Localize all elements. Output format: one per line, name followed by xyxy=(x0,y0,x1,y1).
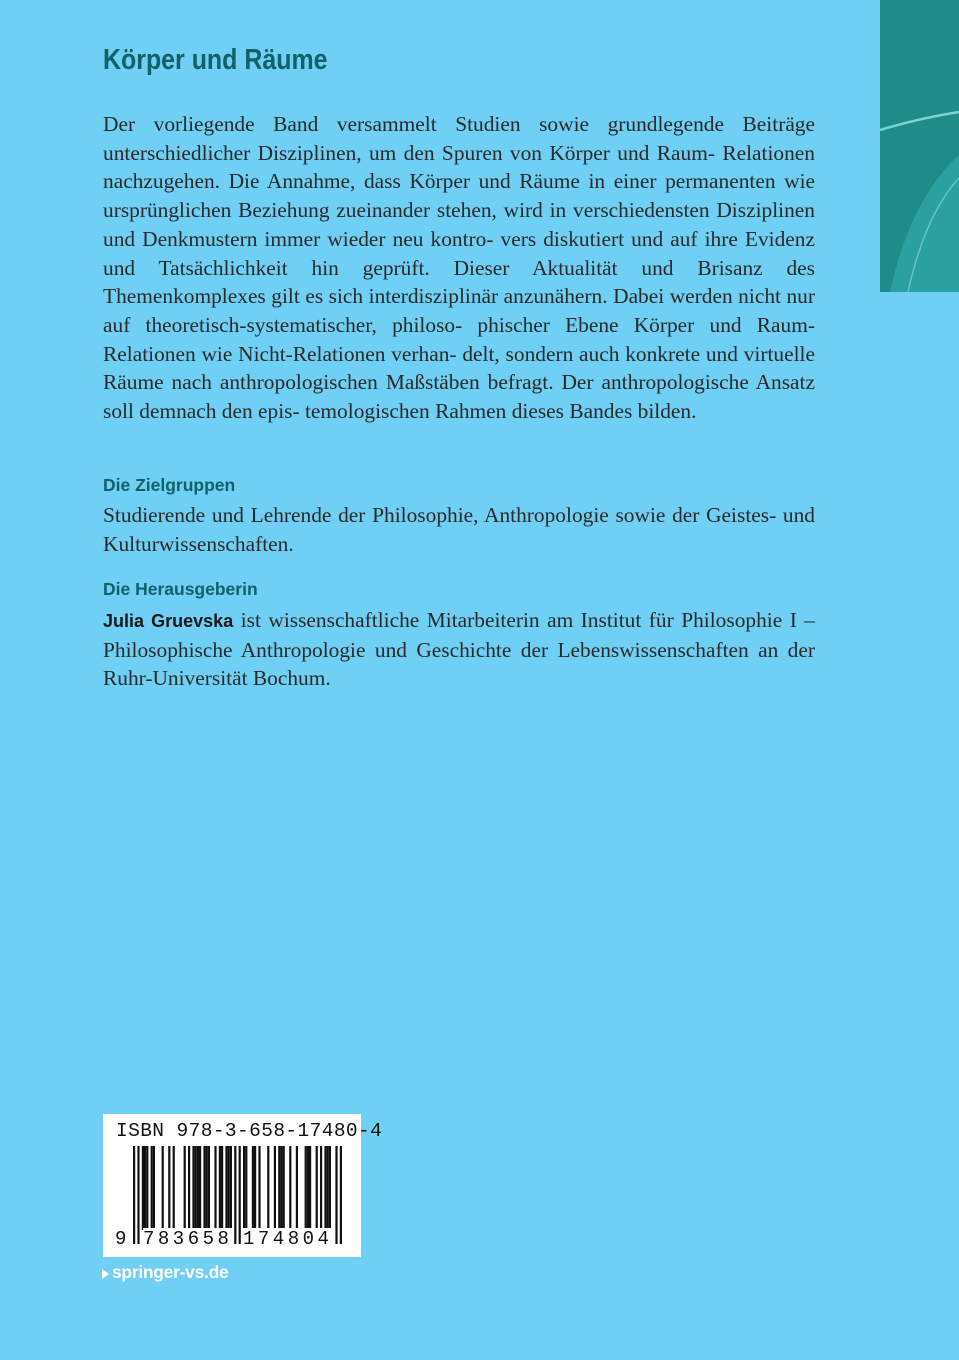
publisher-link[interactable] xyxy=(102,1262,228,1283)
barcode-bar xyxy=(327,1146,329,1230)
book-title: Körper und Räume xyxy=(103,44,328,76)
barcode-bar xyxy=(258,1146,260,1230)
barcode-bar xyxy=(225,1146,227,1230)
barcode-bar xyxy=(151,1146,153,1230)
barcode-bar xyxy=(245,1146,247,1230)
barcode-bar xyxy=(316,1146,318,1230)
decorative-arcs xyxy=(880,0,959,292)
isbn-barcode xyxy=(103,1114,383,1257)
arrow-right-icon xyxy=(102,1269,109,1279)
barcode-first-digit: 9 xyxy=(115,1228,127,1250)
barcode-bar xyxy=(153,1146,155,1230)
barcode-bar xyxy=(278,1146,280,1230)
barcode-bar xyxy=(203,1146,205,1230)
barcode-bar xyxy=(305,1146,307,1230)
barcode-bar xyxy=(214,1146,216,1230)
barcode-bar xyxy=(274,1146,276,1230)
barcode-bar xyxy=(206,1146,208,1230)
barcode-bar xyxy=(195,1146,197,1230)
barcode-bar xyxy=(324,1146,326,1230)
barcode-bar xyxy=(289,1146,291,1230)
barcode-bar xyxy=(296,1146,298,1230)
barcode-bar xyxy=(173,1146,175,1230)
barcode-bar xyxy=(252,1146,254,1230)
barcode-bar xyxy=(228,1146,230,1230)
barcode-bar xyxy=(221,1146,223,1230)
barcode-bar xyxy=(188,1146,190,1230)
target-audience-text: Studierende und Lehrende der Philosophie, Anthropologie sowie der Geistes- und Kulturwissenschaften. xyxy=(103,503,815,556)
intro-paragraph: Der vorliegende Band versammelt Studien sowie grundlegende Beiträge unterschiedlicher Disziplinen, um den Spuren von Körper und Raum- Relationen nachzugehen. Die Annahme, dass Körper und Räume in einer permanenten wie ursprünglichen Beziehung zueinander stehen, wird in verschiedensten Disziplinen und Denkmustern immer wieder neu kontro- vers diskutiert und auf ihre Evidenz und Tatsächlichkeit hin geprüft. Dieser Aktualität und Brisanz des Themenkomplexes gilt es sich interdisziplinär anzunähern. Dabei werden nicht nur auf theoretisch-systematischer, philoso- phischer Ebene Körper und Raum-Relationen wie Nicht-Relationen verhan- delt, sondern auch konkrete und virtuelle Räume nach anthropologischen Maßstäben befragt. Der anthropologische Ansatz soll demnach den epis- temologischen Rahmen dieses Bandes bilden. xyxy=(103,112,816,424)
barcode-bar xyxy=(309,1146,311,1230)
barcode-bar xyxy=(199,1146,201,1230)
barcode-digits xyxy=(103,1228,361,1254)
barcode-bar xyxy=(144,1146,146,1230)
barcode-bar xyxy=(254,1146,256,1230)
barcode-bar xyxy=(142,1146,144,1230)
barcode-bar xyxy=(283,1146,285,1230)
barcode-bar xyxy=(307,1146,309,1230)
barcode-bar xyxy=(243,1146,245,1230)
barcode-bar xyxy=(184,1146,186,1230)
barcode-bar xyxy=(168,1146,170,1230)
barcode-bar xyxy=(192,1146,194,1230)
barcode-right-digits: 174804 xyxy=(243,1228,333,1250)
barcode-bar xyxy=(146,1146,148,1230)
barcode-left-digits: 783658 xyxy=(143,1228,233,1250)
barcode-bar xyxy=(162,1146,164,1230)
barcode-bar xyxy=(329,1146,331,1230)
target-audience-heading: Die Zielgruppen xyxy=(103,475,236,495)
publisher-url: springer-vs.de xyxy=(112,1262,229,1282)
editor-name: Julia Gruevska xyxy=(103,611,234,631)
barcode-bar xyxy=(320,1146,322,1230)
barcode-bar xyxy=(230,1146,232,1230)
barcode-bar xyxy=(219,1146,221,1230)
barcode-bar xyxy=(208,1146,210,1230)
editor-bio: Julia Gruevska ist wissenschaftliche Mitarbeiterin am Institut für Philosophie I – Philosophische Anthropologie und Geschichte der Lebenswissenschaften an der Ruhr-Universität Bochum. xyxy=(103,608,816,691)
barcode-bar xyxy=(267,1146,269,1230)
barcode-bar xyxy=(280,1146,282,1230)
barcode-bar xyxy=(197,1146,199,1230)
editor-heading: Die Herausgeberin xyxy=(103,579,258,599)
isbn-label: ISBN 978-3-658-17480-4 xyxy=(116,1120,383,1142)
corner-decoration xyxy=(880,0,959,292)
